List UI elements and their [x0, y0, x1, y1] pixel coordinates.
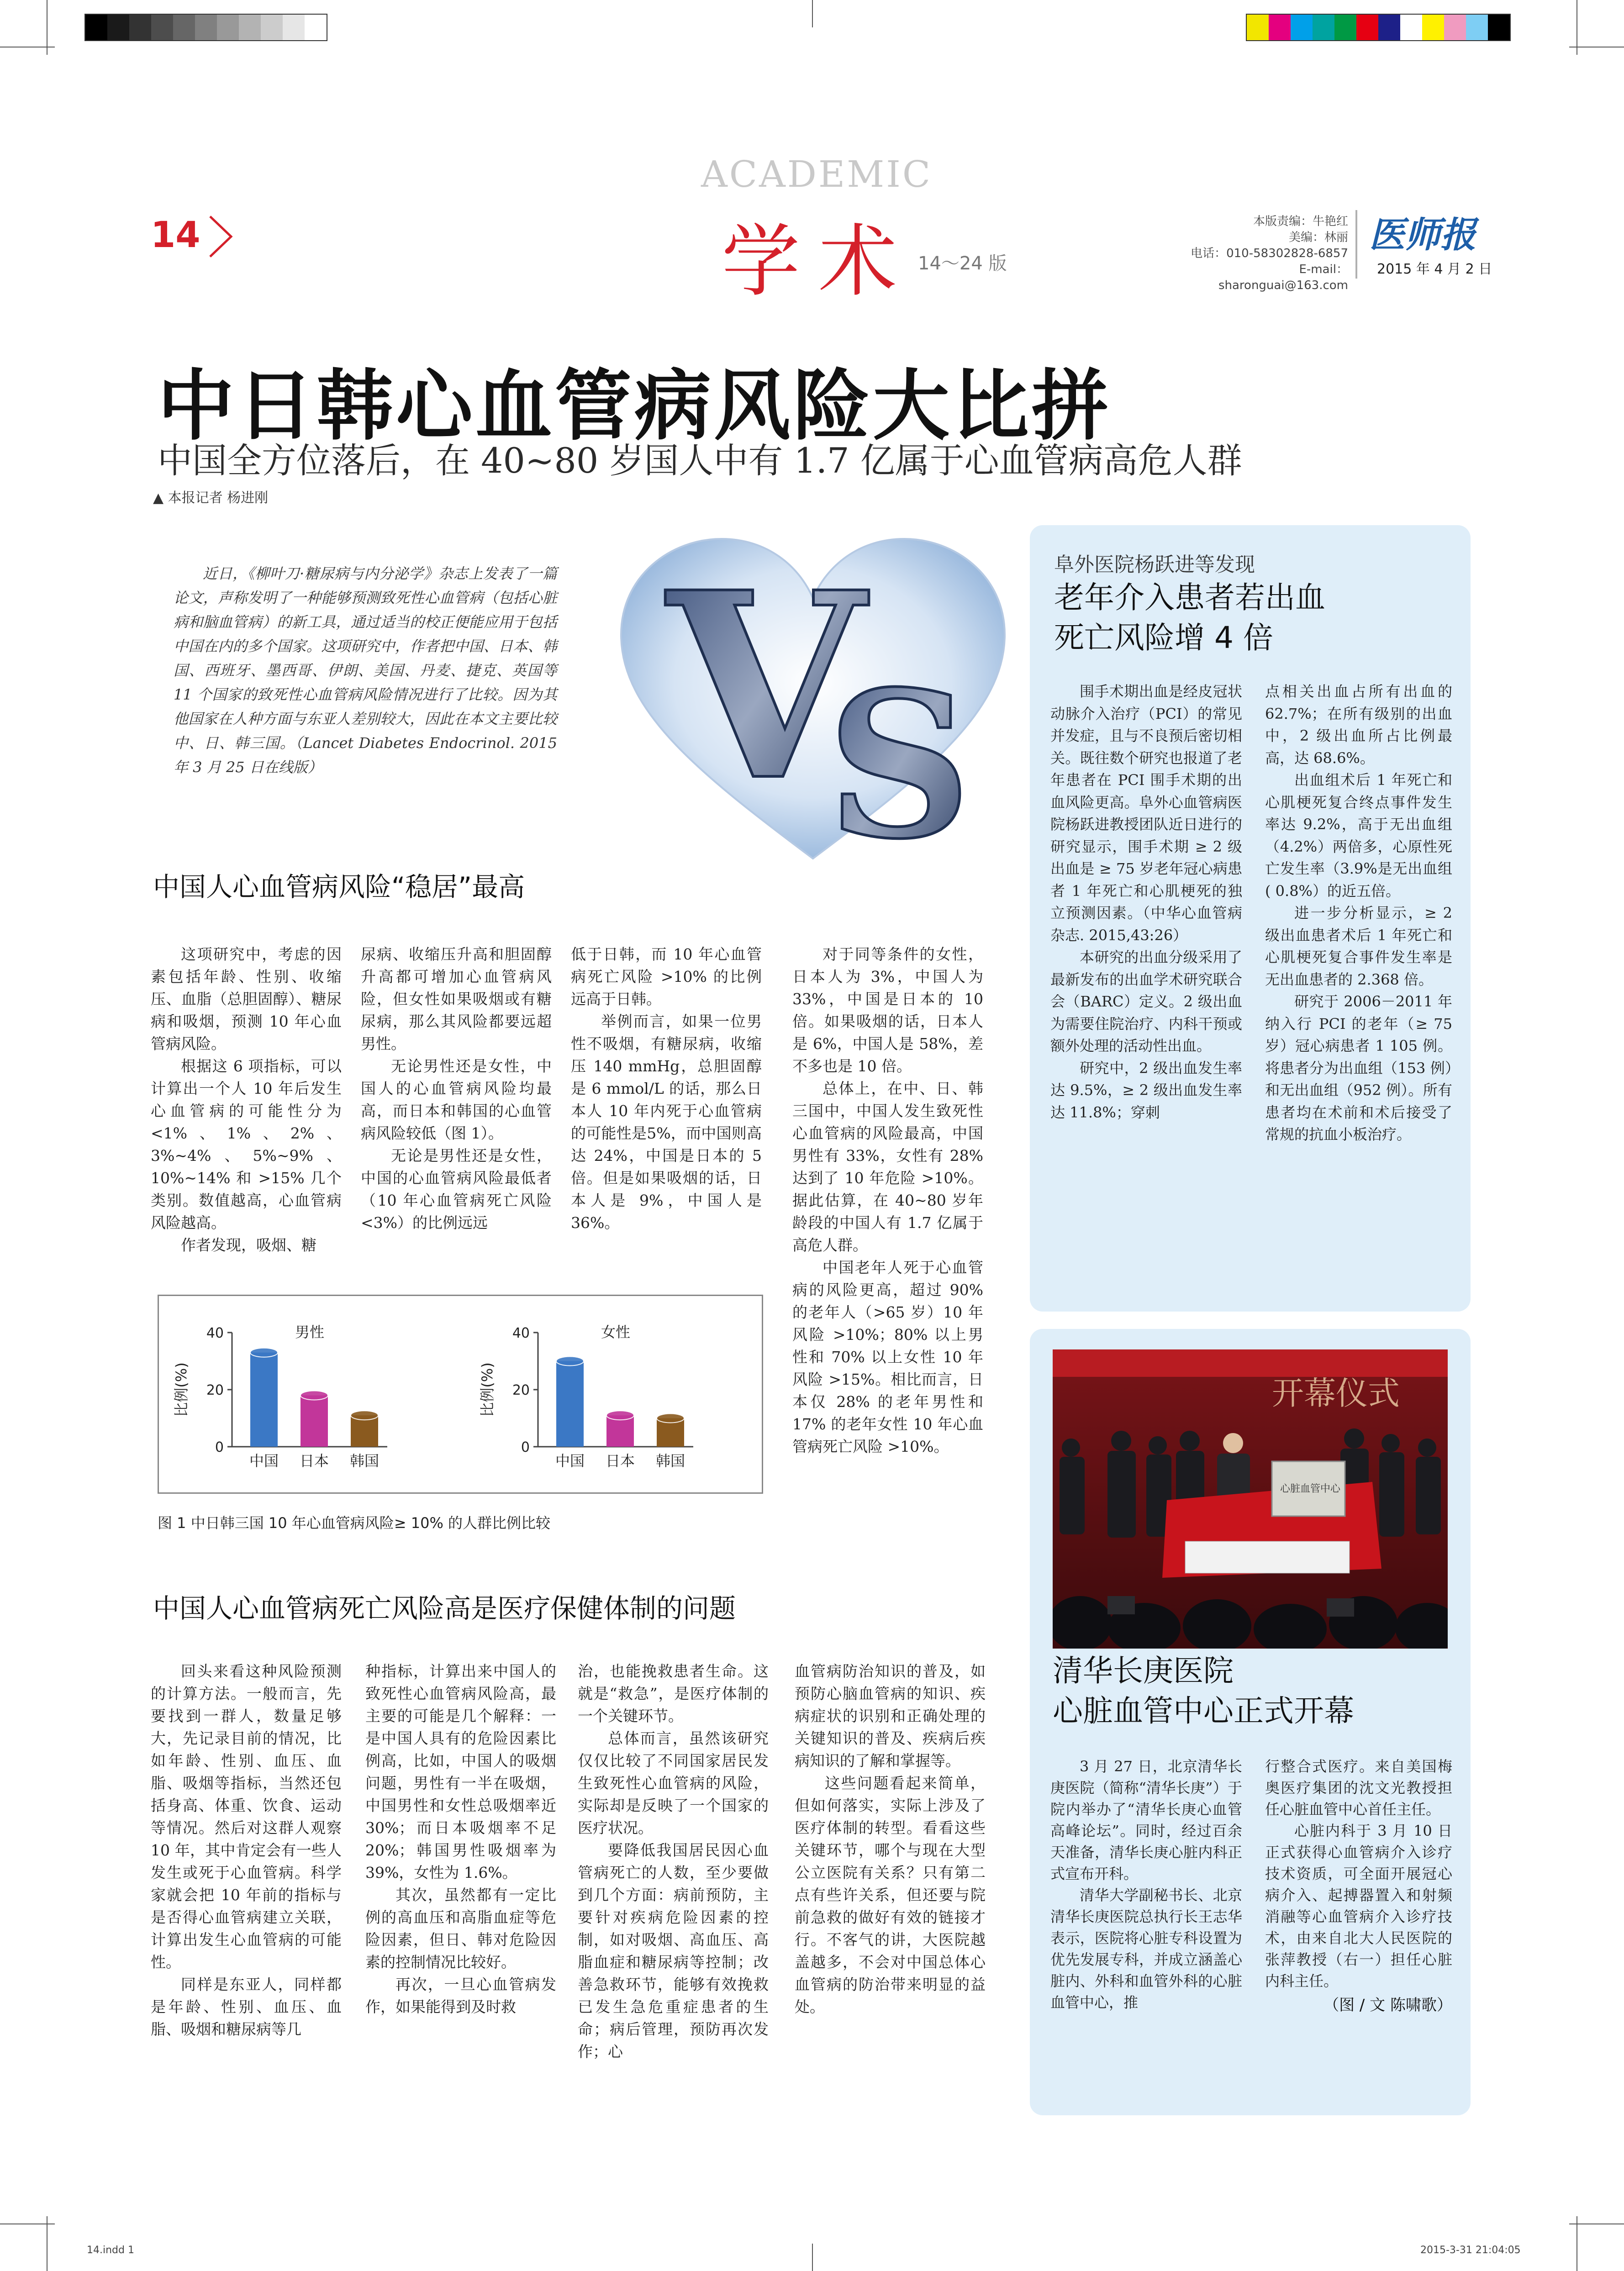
paragraph: 出血组术后 1 年死亡和心肌梗死复合终点事件发生率达 9.2%，高于无出血组（4.2%）两倍多，心原性死亡发生率（3.9%是无出血组( 0.8%）的近五倍。: [1265, 771, 1452, 900]
figure-caption: 图 1 中日韩三国 10 年心血管病风险≥ 10% 的人群比例比较: [158, 1514, 551, 1532]
paragraph: 治，也能挽救患者生命。这就是“救急”，是医疗体制的一个关键环节。: [578, 1662, 769, 1725]
page-number: 14: [151, 215, 200, 256]
paragraph: 进一步分析显示，≥ 2 级出血患者术后 1 年死亡和心肌梗死复合事件发生率是无出血患者的 2.368 倍。: [1265, 904, 1452, 988]
paragraph: 根据这 6 项指标，可以计算出一个人 10 年后发生心血管病的可能性分为<1%、1%、2%、3%~4%、5%~9%、10%~14% 和 >15% 几个类别。数值越高，心血管病风险越高。: [151, 1057, 342, 1232]
issue-date: 2015 年 4 月 2 日: [1377, 261, 1492, 277]
ceremony-photo: [1053, 1349, 1448, 1649]
paragraph: 3 月 27 日，北京清华长庚医院（简称“清华长庚”）于院内举办了“清华长庚心血管高峰论坛”。同时，经过百余天准备，清华长庚心脏内科正式宣布开科。: [1050, 1758, 1242, 1882]
article-column: [1050, 680, 1242, 1123]
paragraph: 尿病、收缩压升高和胆固醇升高都可增加心血管病风险，但女性如果吸烟或有糖尿病，那么其风险都要远超男性。: [361, 945, 552, 1053]
article-intro: 近日，《柳叶刀·糖尿病与内分泌学》杂志上发表了一篇论文，声称发明了一种能够预测致死性心血管病（包括心脏病和脑血管病）的新工具，通过适当的校正便能应用于包括中国在内的多个国家。这项研究中，作者把中国、日本、韩国、西班牙、墨西哥、伊朗、美国、丹麦、捷克、英国等 11 个国家的致死性心血管病风险情况进行了比较。因为其他国家在人种方面与东亚人差别较大，因此在本文主要比较中、日、韩三国。（Lancet Diabetes Endocrinol. 2015 年 3 月 25 日在线版）: [174, 565, 557, 776]
y-axis-label: 比例(%): [479, 1362, 496, 1417]
paragraph: 其次，虽然都有一定比例的高血压和高脂血症等危险因素，但日、韩对危险因素的控制情况比较好。: [365, 1886, 556, 1971]
vs-heart-graphic: [585, 521, 1041, 868]
y-tick-label: 40: [512, 1325, 530, 1341]
x-tick-label: 中国: [249, 1452, 279, 1470]
sidebar-title-line: 老年介入患者若出血: [1054, 580, 1325, 615]
article-column: [1050, 1756, 1242, 2013]
photo-credit: （图 / 文 陈啸歌）: [1323, 1996, 1452, 2014]
bar: [250, 1353, 278, 1447]
photo-sign-text: 心脏血管中心: [1280, 1483, 1341, 1495]
x-tick-label: 日本: [299, 1452, 329, 1470]
paragraph: 围手术期出血是经皮冠状动脉介入治疗（PCI）的常见并发症，且与不良预后密切相关。既往数个研究也报道了老年患者在 PCI 围手术期的出血风险更高。阜外心血管病医院杨跃进教授团队近日进行的研究显示，围手术期 ≥ 2 级出血是 ≥ 75 岁老年冠心病患者 1 年死亡和心肌梗死的独立预测因素。（中华心血管病杂志. 2015,43:26）: [1050, 683, 1242, 944]
figure-chart: [158, 1295, 763, 1494]
paragraph: 举例而言，如果一位男性不吸烟，有糖尿病，收缩压 140 mmHg，总胆固醇是 6 mmol/L 的话，那么日本人 10 年内死于心血管病的可能性是5%，而中国则高达 24%，中国是日本的 5 倍。但是如果吸烟的话，日本人是 9%，中国人是 36%。: [571, 1012, 762, 1232]
paragraph: 行整合式医疗。来自美国梅奥医疗集团的沈文光教授担任心脏血管中心首任主任。: [1265, 1758, 1452, 1818]
paragraph: 心脏内科于 3 月 10 日正式获得心血管病介入诊疗技术资质，可全面开展冠心病介入、起搏器置入和射频消融等心血管病介入诊疗技术，由来自北大人民医院的张萍教授（右一）担任心脏内科主任。: [1265, 1822, 1452, 1990]
editor-info: [1184, 214, 1348, 294]
color-bar: [1246, 14, 1511, 41]
article-column: [795, 1660, 986, 2018]
paragraph: 总体而言，虽然该研究仅仅比较了不同国家居民发生致死性心血管病的风险，实际却是反映了一个国家的医疗状况。: [578, 1729, 769, 1837]
paragraph: 这项研究中，考虑的因素包括年龄、性别、收缩压、血脂（总胆固醇）、糖尿病和吸烟，预测 10 年心血管病风险。: [151, 945, 342, 1053]
sidebar-title-line: 死亡风险增 4 倍: [1054, 620, 1273, 655]
sidebar-title-line: 清华长庚医院: [1053, 1653, 1234, 1688]
crop-mark: [812, 0, 813, 27]
byline: ▲ 本报记者 杨进刚: [153, 490, 269, 506]
vs-graphic-text: S: [827, 647, 972, 868]
article-column: [571, 943, 762, 1234]
bar-cap: [657, 1414, 684, 1423]
footer-timestamp: 2015-3-31 21:04:05: [1420, 2245, 1521, 2256]
paragraph: 种指标，计算出来中国人的致死性心血管病风险高，最主要的可能是几个解释：一是中国人具有的危险因素比例高，比如，中国人的吸烟问题，男性有一半在吸烟，中国男性和女性总吸烟率近 30%；而日本吸烟率不足 20%；韩国男性吸烟率为 39%，女性为 1.6%。: [365, 1662, 556, 1881]
sidebar-kicker: 阜外医院杨跃进等发现: [1054, 553, 1255, 576]
paragraph: 本研究的出血分级采用了最新发布的出血学术研究联合会（BARC）定义。2 级出血为需要住院治疗、内科干预或额外处理的活动性出血。: [1050, 948, 1242, 1054]
sidebar-title: [1054, 578, 1325, 658]
paragraph: 点相关出血占所有出血的 62.7%；在所有级别的出血中，2 级出血所占比例最高，达 68.6%。: [1265, 683, 1452, 767]
bar-cap: [301, 1391, 328, 1400]
photo-image: [1053, 1349, 1448, 1649]
chart-title: 女性: [601, 1323, 631, 1341]
paragraph: 清华大学副秘书长、北京清华长庚医院总执行长王志华表示，医院将心脏专科设置为优先发展专科，并成立涵盖心脏内、外科和血管外科的心脏血管中心，推: [1050, 1886, 1242, 2011]
paragraph: 对于同等条件的女性，日本人为 3%，中国人为 33%，中国是日本的 10 倍。如果吸烟的话，日本人是 6%，中国人是 58%，差不多也是 10 倍。: [792, 945, 983, 1075]
article-column: [365, 1660, 556, 2018]
article-column: [1265, 1756, 1452, 2016]
article-column: [361, 943, 552, 1234]
y-axis-label: 比例(%): [173, 1362, 190, 1417]
chart-title: 男性: [295, 1323, 325, 1341]
y-tick-label: 20: [206, 1382, 224, 1398]
bar-cap: [556, 1357, 584, 1366]
x-tick-label: 中国: [555, 1452, 585, 1470]
article-column: [151, 1660, 342, 2040]
bar-cap: [250, 1348, 278, 1357]
section-heading: 中国人心血管病风险“稳居”最高: [153, 871, 525, 902]
photo-banner-text: 开幕仪式: [1272, 1375, 1400, 1412]
paragraph: 低于日韩，而 10 年心血管病死亡风险 >10% 的比例远高于日韩。: [571, 945, 762, 1008]
editor-line: 美编：林丽: [1288, 231, 1348, 244]
y-tick-label: 0: [215, 1439, 224, 1455]
editor-line: 电话：010-58302828-6857: [1191, 247, 1348, 260]
paragraph: 要降低我国居民因心血管病死亡的人数，至少要做到几个方面：病前预防，主要针对疾病危险因素的控制，如对吸烟、高血压、高脂血症和糖尿病等控制；改善急救环节，能够有效挽救已发生急危重症患者的生命；病后管理，预防再次发作；心: [578, 1841, 769, 2060]
section-title-en: ACADEMIC: [701, 153, 933, 195]
y-tick-label: 40: [206, 1325, 224, 1341]
headline: 中日韩心血管病风险大比拼: [158, 361, 1111, 451]
paragraph: 回头来看这种风险预测的计算方法。一般而言，先要找到一群人，数量足够大，先记录目前的情况，比如年龄、性别、血压、血脂、吸烟等指标，当然还包括身高、体重、饮食、运动等情况。然后对这群人观察 10 年，其中肯定会有一些人发生或死于心血管病。科学家就会把 10 年前的指标与是否得心血管病建立关联，计算出发生心血管病的可能性。: [151, 1662, 342, 1971]
subheadline: 中国全方位落后，在 40~80 岁国人中有 1.7 亿属于心血管病高危人群: [158, 440, 1242, 481]
section-heading: 中国人心血管病死亡风险高是医疗保健体制的问题: [153, 1593, 736, 1624]
footer-file: 14.indd 1: [87, 2245, 134, 2256]
article-column: [151, 943, 342, 1256]
editor-line: 本版责编：牛艳红: [1253, 215, 1348, 228]
paragraph: 再次，一旦心血管病发作，如果能得到及时救: [365, 1976, 556, 2016]
grayscale-bar: [84, 14, 327, 41]
editor-line: E-mail：sharonguai@163.com: [1218, 263, 1348, 292]
chevron-right-icon: [206, 215, 234, 258]
paragraph: 作者发现，吸烟、糖: [181, 1236, 316, 1254]
paragraph: 研究中，2 级出血发生率达 9.5%，≥ 2 级出血发生率达 11.8%；穿刺: [1050, 1059, 1242, 1121]
x-tick-label: 韩国: [655, 1452, 685, 1470]
bar: [301, 1396, 328, 1447]
article-column: [578, 1660, 769, 2063]
bar-chart: [159, 1296, 762, 1492]
paragraph: 中国老年人死于心血管病的风险更高，超过 90% 的老年人（>65 岁）10 年风险 >10%；80% 以上男性和 70% 以上女性 10 年风险 >15%。相比而言，日本仅 28% 的老年男性和 17% 的老年女性 10 年心血管病死亡风险 >10%。: [792, 1259, 983, 1455]
paragraph: 研究于 2006－2011 年纳入行 PCI 的老年（≥ 75 岁）冠心病患者 1 105 例。将患者分为出血组（153 例）和无出血组（952 例）。所有患者均在术前和术后接受了常规的抗血小板治疗。: [1265, 993, 1452, 1143]
paragraph: 无论男性还是女性，中国人的心血管病风险均最高，而日本和韩国的心血管病风险较低（图 1）。: [361, 1057, 552, 1142]
paragraph: 血管病防治知识的普及，如预防心脑血管病的知识、疾病症状的识别和正确处理的关键知识的普及、疾病后疾病知识的了解和掌握等。: [795, 1662, 986, 1770]
bar: [556, 1361, 584, 1447]
x-tick-label: 日本: [605, 1452, 635, 1470]
bar-cap: [351, 1411, 378, 1420]
edition-range: 14～24 版: [918, 253, 1007, 274]
newspaper-logo: 医师报: [1369, 214, 1476, 256]
paragraph: 总体上，在中、日、韩三国中，中国人发生致死性心血管病的风险最高，中国男性有 33%，女性有 28% 达到了 10 年危险 >10%。据此估算，在 40~80 岁年龄段的中国人有 1.7 亿属于高危人群。: [792, 1080, 983, 1254]
section-title-cn: 学术: [722, 216, 915, 307]
bar-cap: [606, 1411, 634, 1420]
crop-mark: [812, 2244, 813, 2271]
article-column: [1265, 680, 1452, 1146]
article-column: [792, 943, 983, 1458]
vs-graphic-text: V: [667, 537, 865, 837]
divider: [1355, 210, 1357, 279]
x-tick-label: 韩国: [349, 1452, 380, 1470]
paragraph: 无论是男性还是女性，中国的心血管病风险最低者（10 年心血管病死亡风险 <3%）的比例远远: [361, 1147, 552, 1232]
paragraph: 这些问题看起来简单，但如何落实，实际上涉及了医疗体制的转型。看看这些关键环节，哪个与现在大型公立医院有关系？只有第二点有些许关系，但还要与院前急救的做好有效的链接才行。不客气的讲，大医院越盖越多，不会对中国总体心血管病的防治带来明显的益处。: [795, 1774, 986, 2016]
sidebar-title: [1053, 1651, 1354, 1731]
y-tick-label: 0: [521, 1439, 530, 1455]
y-tick-label: 20: [512, 1382, 530, 1398]
paragraph: 同样是东亚人，同样都是年龄、性别、血压、血脂、吸烟和糖尿病等几: [151, 1976, 342, 2038]
sidebar-title-line: 心脏血管中心正式开幕: [1053, 1693, 1354, 1728]
